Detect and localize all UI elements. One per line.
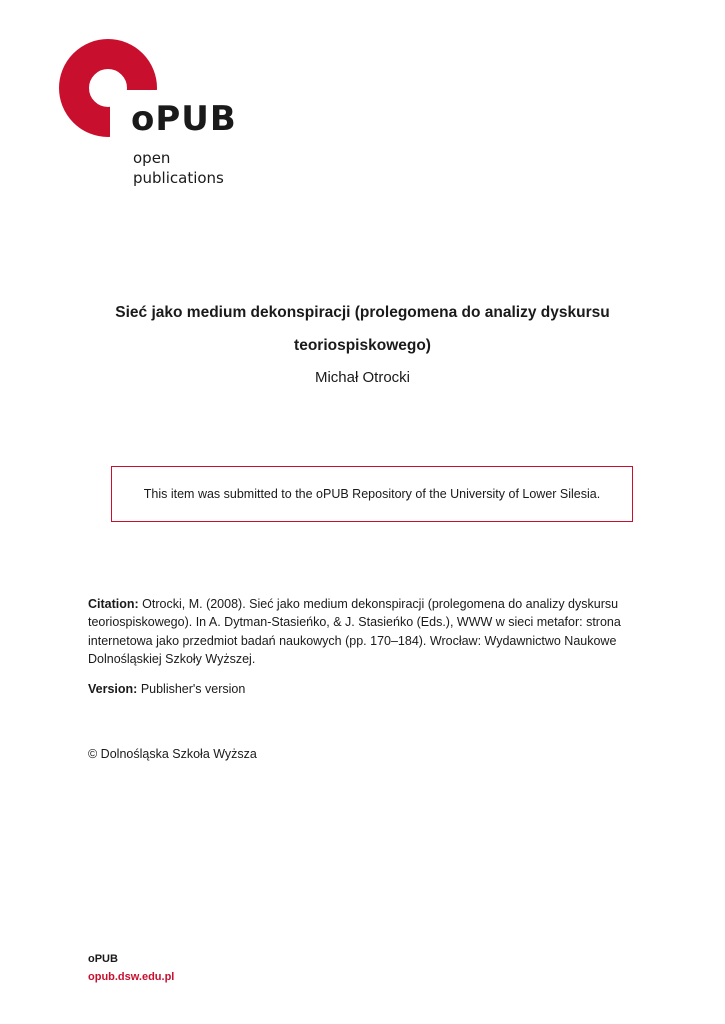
- version-label: Version:: [88, 682, 138, 696]
- opub-logo: [58, 38, 258, 188]
- footer: [88, 950, 174, 986]
- logo-tagline: [133, 148, 224, 188]
- document-author: Michał Otrocki: [314, 369, 411, 386]
- citation-text: Otrocki, M. (2008). Sieć jako medium dekonspiracji (prolegomena do analizy dyskursu teoriospiskowego). In A. Dytman-Stasieńko, & J. Stasieńko (Eds.), WWW w sieci metafor: strona internetowa jako przedmiot badań naukowych (pp. 170–184). Wrocław: Wydawnictwo Naukowe Dolnośląskiej Szkoły Wyższej.: [88, 597, 621, 666]
- footer-name: oPUB: [88, 953, 118, 965]
- copyright: © Dolnośląska Szkoła Wyższa: [88, 747, 257, 761]
- citation-label: Citation:: [88, 597, 139, 611]
- logo-tagline-line-2: publications: [133, 169, 224, 187]
- document-title: Sieć jako medium dekonspiracji (prolegomena do analizy dyskursu teoriospiskowego): [115, 304, 610, 354]
- version: [88, 680, 245, 698]
- logo-name: oPUB: [131, 99, 237, 139]
- footer-link[interactable]: opub.dsw.edu.pl: [88, 971, 175, 983]
- repository-notice: [111, 466, 633, 522]
- citation: [88, 595, 638, 668]
- version-text: Publisher's version: [140, 682, 246, 696]
- logo-tagline-line-1: open: [133, 149, 171, 167]
- repository-notice-text: This item was submitted to the oPUB Repository of the University of Lower Silesia.: [143, 487, 601, 501]
